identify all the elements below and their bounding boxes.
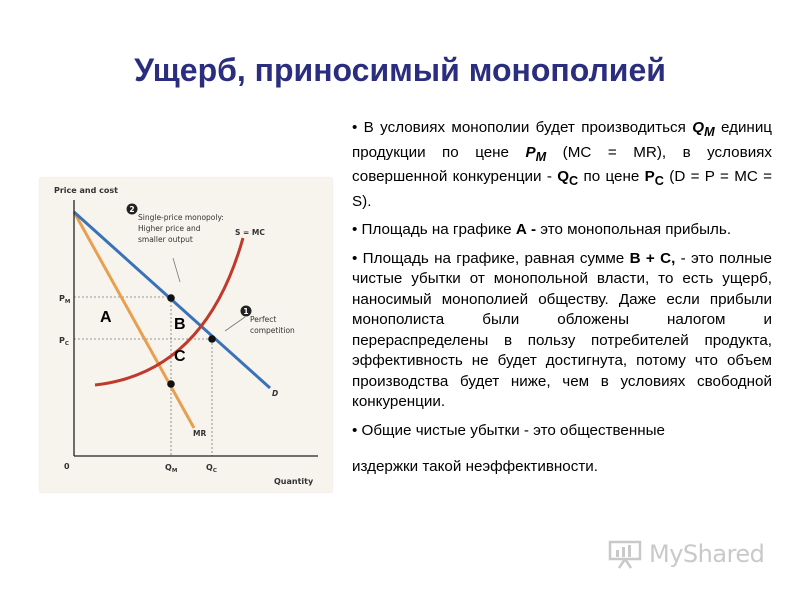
mc-mr-point: [167, 380, 175, 388]
myshared-watermark: [607, 538, 777, 570]
area-c-label: C: [174, 348, 186, 365]
bullet-3: • Площадь на графике, равная сумме B + C, - это полные чистые убытки от монопольной власти, то есть ущерб, наносимый монополией обществу. Даже если прибыли монополиста были обложены налогом и перераспределены в пользу потребителей продукта, эффективность не будет достигнута, потому что объем производства будет ниже, чем в условиях свободной конкуренции.: [352, 249, 772, 411]
x-axis-label: Quantity: [274, 477, 314, 486]
note-2-line1: Single-price monopoly:: [138, 213, 224, 222]
note1-pointer: [225, 317, 245, 331]
qc-label: $Q_C$: [206, 463, 217, 474]
slide-title: Ущерб, приносимый монополией: [134, 52, 666, 88]
note2-pointer: [173, 258, 180, 282]
note-1-line1: Perfect: [250, 315, 277, 324]
monopoly-graph: [40, 178, 332, 492]
note-1-line2: competition: [250, 326, 295, 335]
marker-2-text: 2: [129, 205, 135, 214]
area-b-label: B: [174, 316, 186, 333]
watermark-text: MyShared: [649, 540, 765, 568]
y-axis-label: Price and cost: [54, 186, 118, 195]
demand-label: D: [272, 389, 279, 398]
mc-curve: [95, 238, 243, 385]
explanation-text: [352, 118, 772, 486]
bullet-1: • В условиях монополии будет производиться $Q_M$ единиц продукции по цене $P_M$ (MC = MR), в условиях совершенной конкуренции - $Q_C$ по цене $P_C$ (D = P = MC = S).: [352, 119, 773, 210]
monopoly-point: [167, 294, 175, 302]
smc-label: S = MC: [235, 228, 265, 237]
note-2-line3: smaller output: [138, 235, 193, 244]
bullet-4: • Общие чистые убытки - это общественные: [352, 421, 665, 439]
pm-label: $P_M$: [59, 294, 71, 305]
pc-label: $P_C$: [59, 336, 69, 347]
mr-label: MR: [193, 429, 207, 438]
note-2-line2: Higher price and: [138, 224, 201, 233]
bullet-4-cont: издержки такой неэффективности.: [352, 458, 599, 476]
origin-label: 0: [64, 462, 70, 471]
qm-label: $Q_M$: [165, 463, 178, 474]
marker-1-text: 1: [243, 307, 249, 316]
bullet-2: • Площадь на графике А - это монопольная прибыль.: [352, 221, 732, 239]
competitive-point: [208, 335, 216, 343]
graph-canvas: [40, 178, 332, 492]
area-a-label: A: [100, 309, 112, 326]
presentation-icon: [607, 538, 645, 570]
